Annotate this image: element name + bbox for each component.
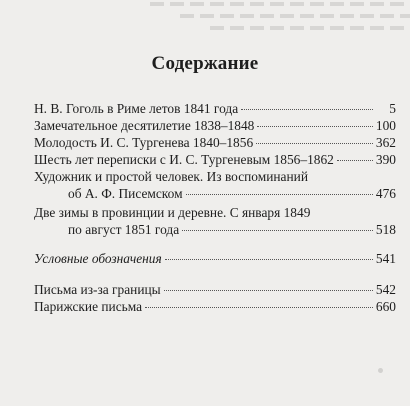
toc-page-number: 542	[375, 282, 396, 297]
toc-entry-title: Условные обозначения	[34, 251, 162, 266]
toc-page-number: 5	[389, 101, 396, 116]
toc-entry	[34, 134, 396, 151]
dot-leader	[165, 259, 373, 260]
show-through-text	[210, 26, 410, 30]
toc-entry-title: Шесть лет переписки с И. С. Тургеневым 1856–1862	[34, 152, 334, 167]
toc-entry-title: Замечательное десятилетие 1838–1848	[34, 118, 255, 133]
toc-entry-title: Н. В. Гоголь в Риме летов 1841 года	[34, 101, 239, 116]
paper-mark	[378, 368, 383, 373]
toc-entry	[34, 117, 396, 134]
toc-entry-title-continued: об А. Ф. Писемском	[68, 186, 183, 201]
toc-entry-title: Молодость И. С. Тургенева 1840–1856	[34, 135, 254, 150]
toc-entry	[34, 100, 396, 117]
page-title: Содержание	[151, 53, 259, 74]
show-through-text	[180, 14, 410, 18]
toc-entry	[34, 168, 396, 202]
toc-page-number: 390	[375, 152, 396, 167]
show-through-text	[150, 2, 410, 6]
dot-leader	[145, 307, 373, 308]
dot-leader	[241, 109, 373, 110]
dot-leader	[182, 230, 373, 231]
toc-page-number: 541	[375, 251, 396, 266]
toc-page-number: 476	[375, 186, 396, 201]
toc-entry	[34, 250, 396, 267]
toc-entry	[34, 298, 396, 315]
dot-leader	[186, 194, 373, 195]
toc-page-number: 100	[375, 118, 396, 133]
toc-entry-title: Письма из-за границы	[34, 282, 161, 297]
toc-entry-title: Парижские письма	[34, 299, 143, 314]
toc-entry	[34, 281, 396, 298]
toc-page-number: 518	[375, 222, 396, 237]
toc-entry	[34, 151, 396, 168]
dot-leader	[337, 160, 373, 161]
dot-leader	[164, 290, 373, 291]
toc-entry-title: Художник и простой человек. Из воспоминаний	[34, 169, 308, 184]
toc-page-number: 660	[375, 299, 396, 314]
toc-entry-title: Две зимы в провинции и деревне. С января 1849	[34, 205, 311, 220]
dot-leader	[256, 143, 373, 144]
toc-page-number: 362	[375, 135, 396, 150]
dot-leader	[257, 126, 373, 127]
toc-entry-title-continued: по август 1851 года	[68, 222, 180, 237]
toc-entry	[34, 204, 396, 238]
